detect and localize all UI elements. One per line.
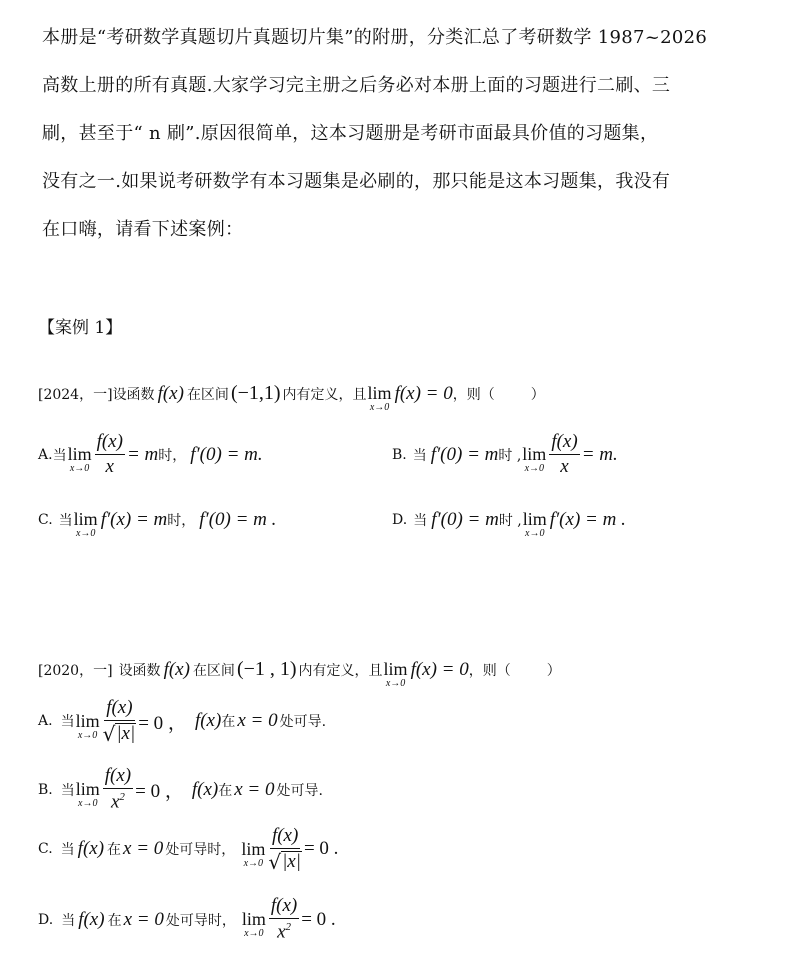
lim-sub: x→0 bbox=[525, 528, 545, 539]
answer-paren-close: ） bbox=[530, 386, 545, 403]
math-fx: f(x) bbox=[77, 838, 105, 860]
denominator-sqrt bbox=[103, 721, 137, 745]
q2020-option-a[interactable] bbox=[38, 698, 326, 745]
option-label: C. bbox=[38, 511, 53, 528]
math-fx-eq0: f(x) = 0 bbox=[410, 658, 469, 680]
math-fraction bbox=[268, 826, 302, 873]
lim-word: lim bbox=[367, 383, 392, 403]
option-label: A. bbox=[38, 713, 53, 730]
math-limit bbox=[242, 910, 266, 939]
lim-word: lim bbox=[75, 710, 100, 731]
option-text: 当 bbox=[61, 912, 76, 929]
option-text: 处可导时， bbox=[165, 912, 236, 929]
option-text: 当 bbox=[60, 782, 75, 799]
math-condition: f′(0) = m bbox=[431, 508, 499, 530]
math-condition: f′(0) = m bbox=[430, 443, 499, 465]
radicand: |x| bbox=[282, 850, 301, 872]
q2020-option-b[interactable] bbox=[38, 766, 323, 813]
math-fx: f(x) bbox=[157, 382, 184, 404]
lim-word: lim bbox=[522, 509, 547, 529]
lim-sub: x→0 bbox=[244, 928, 264, 940]
math-limit bbox=[74, 510, 98, 539]
math-eq0: = 0 ， bbox=[135, 781, 184, 803]
exponent: 2 bbox=[119, 790, 125, 803]
numerator: f(x) bbox=[95, 432, 125, 455]
option-text: 处可导. bbox=[276, 782, 323, 799]
math-interval: (−1,1) bbox=[230, 382, 281, 404]
option-label: D. bbox=[392, 511, 408, 528]
math-fx: f(x) bbox=[78, 908, 105, 930]
denominator bbox=[277, 919, 291, 943]
q2024-option-d[interactable] bbox=[392, 500, 626, 539]
math-fx-eq0: f(x) = 0 bbox=[394, 382, 453, 404]
base: x bbox=[277, 921, 286, 943]
intro-line-5: 在口嗨，请看下述案例： bbox=[42, 219, 244, 240]
math-interval: (−1 , 1) bbox=[236, 658, 297, 680]
numerator: f(x) bbox=[270, 826, 300, 849]
denominator-sqrt bbox=[268, 849, 302, 873]
math-condition: f′(x) = m bbox=[100, 508, 168, 530]
math-limit bbox=[76, 712, 100, 741]
numerator: f(x) bbox=[104, 698, 134, 721]
lim-sub: x→0 bbox=[77, 729, 98, 741]
math-xeq: x = 0 bbox=[123, 838, 164, 860]
question-2024-stem bbox=[38, 374, 545, 413]
lim-word: lim bbox=[241, 909, 266, 930]
option-text: 时， bbox=[158, 447, 187, 464]
option-label: B. bbox=[392, 446, 407, 463]
sqrt-icon: √ bbox=[102, 721, 116, 746]
math-result: f′(0) = m. bbox=[190, 443, 263, 465]
exponent: 2 bbox=[285, 920, 291, 933]
math-limit bbox=[368, 384, 392, 413]
question-2020-stem bbox=[38, 650, 561, 689]
option-text: 当 bbox=[58, 512, 73, 529]
intro-paragraph bbox=[42, 14, 762, 254]
stem-text: 在区间 bbox=[186, 386, 229, 403]
option-label: D. bbox=[38, 911, 54, 928]
option-text: 当 bbox=[52, 447, 67, 464]
lim-sub: x→0 bbox=[69, 463, 90, 475]
math-eq0: = 0 ， bbox=[138, 712, 187, 734]
q2020-option-d[interactable] bbox=[38, 896, 336, 943]
q2024-option-b[interactable] bbox=[392, 432, 618, 478]
option-text: 当 bbox=[60, 714, 75, 731]
sqrt-icon: √ bbox=[268, 849, 282, 874]
stem-text: 内有定义，且 bbox=[298, 662, 383, 679]
stem-text: 设函数 bbox=[118, 662, 161, 679]
math-result: f′(0) = m . bbox=[199, 508, 277, 530]
intro-line-3: 刷，甚至于“ n 刷”.原因很简单，这本习题册是考研市面最具价值的习题集， bbox=[42, 123, 659, 144]
option-text: 当 bbox=[412, 447, 427, 464]
lim-sub: x→0 bbox=[369, 402, 390, 413]
intro-line-1: 本册是“考研数学真题切片真题切片集”的附册，分类汇总了考研数学 1987~2026 bbox=[42, 27, 708, 48]
math-fraction bbox=[95, 432, 125, 478]
math-limit bbox=[523, 510, 547, 539]
option-text: 在 bbox=[218, 782, 233, 799]
math-fraction bbox=[103, 698, 137, 745]
option-text: 在 bbox=[221, 714, 236, 731]
math-eq0: = 0 . bbox=[301, 908, 336, 930]
math-result: f′(x) = m . bbox=[549, 508, 626, 530]
lim-word: lim bbox=[73, 509, 98, 529]
math-fraction bbox=[549, 432, 579, 478]
math-fraction bbox=[103, 766, 133, 813]
option-text: 时 , bbox=[498, 512, 522, 529]
lim-sub: x→0 bbox=[75, 528, 96, 539]
option-label: B. bbox=[38, 781, 53, 798]
lim-sub: x→0 bbox=[385, 678, 406, 689]
case-heading: 【案例 1】 bbox=[38, 318, 123, 338]
intro-line-4: 没有之一.如果说考研数学有本习题集是必刷的，那只能是这本习题集，我没有 bbox=[42, 171, 671, 192]
option-text: 在 bbox=[107, 842, 122, 859]
math-limit bbox=[241, 840, 265, 869]
stem-text: 在区间 bbox=[192, 662, 235, 679]
numerator: f(x) bbox=[103, 766, 133, 789]
numerator: f(x) bbox=[269, 896, 299, 919]
lim-sub: x→0 bbox=[78, 798, 98, 810]
math-eq0: = 0 . bbox=[303, 838, 339, 860]
option-text: 处可导时， bbox=[165, 842, 236, 859]
lim-word: lim bbox=[241, 838, 266, 859]
stem-text: 设函数 bbox=[112, 386, 155, 403]
lim-word: lim bbox=[67, 444, 92, 465]
stem-text: ，则（ bbox=[452, 386, 495, 403]
lim-sub: x→0 bbox=[243, 857, 264, 869]
option-text: 时， bbox=[167, 512, 196, 529]
numerator: f(x) bbox=[549, 432, 579, 455]
math-limit bbox=[68, 445, 92, 474]
lim-word: lim bbox=[522, 444, 547, 465]
math-xeq: x = 0 bbox=[123, 908, 164, 930]
denominator: x bbox=[105, 455, 114, 477]
math-eq-m: = m bbox=[126, 443, 159, 465]
denominator bbox=[111, 789, 125, 813]
denominator: x bbox=[560, 455, 569, 477]
math-fraction bbox=[269, 896, 299, 943]
q2024-option-a[interactable] bbox=[38, 432, 263, 478]
math-limit bbox=[76, 780, 100, 809]
option-text: 当 bbox=[60, 842, 75, 859]
radicand: |x| bbox=[116, 722, 136, 744]
math-fx: f(x) bbox=[163, 658, 190, 680]
base: x bbox=[110, 791, 120, 813]
lim-word: lim bbox=[75, 779, 100, 800]
math-fx: f(x) bbox=[194, 710, 222, 732]
lim-word: lim bbox=[383, 659, 408, 679]
option-text: 时 , bbox=[498, 447, 522, 464]
question-tag: [2020，一] bbox=[38, 662, 113, 679]
intro-line-2: 高数上册的所有真题.大家学习完主册之后务必对本册上面的习题进行二刷、三 bbox=[42, 75, 671, 96]
math-result: = m. bbox=[581, 443, 618, 465]
question-tag: [2024，一] bbox=[38, 386, 113, 403]
option-text: 在 bbox=[107, 912, 122, 929]
math-xeq: x = 0 bbox=[237, 710, 278, 732]
answer-paren-close: ） bbox=[546, 662, 561, 679]
lim-sub: x→0 bbox=[524, 463, 545, 475]
option-label: A. bbox=[38, 446, 53, 463]
stem-text: ，则（ bbox=[468, 662, 511, 679]
math-fx: f(x) bbox=[191, 778, 219, 800]
option-text: 处可导. bbox=[279, 714, 327, 731]
math-limit bbox=[522, 445, 546, 474]
option-text: 当 bbox=[413, 512, 428, 529]
q2024-option-c[interactable] bbox=[38, 500, 276, 539]
stem-text: 内有定义，且 bbox=[282, 386, 367, 403]
math-xeq: x = 0 bbox=[234, 778, 275, 800]
math-limit bbox=[384, 660, 408, 689]
option-label: C. bbox=[38, 841, 53, 858]
q2020-option-c[interactable] bbox=[38, 826, 338, 873]
